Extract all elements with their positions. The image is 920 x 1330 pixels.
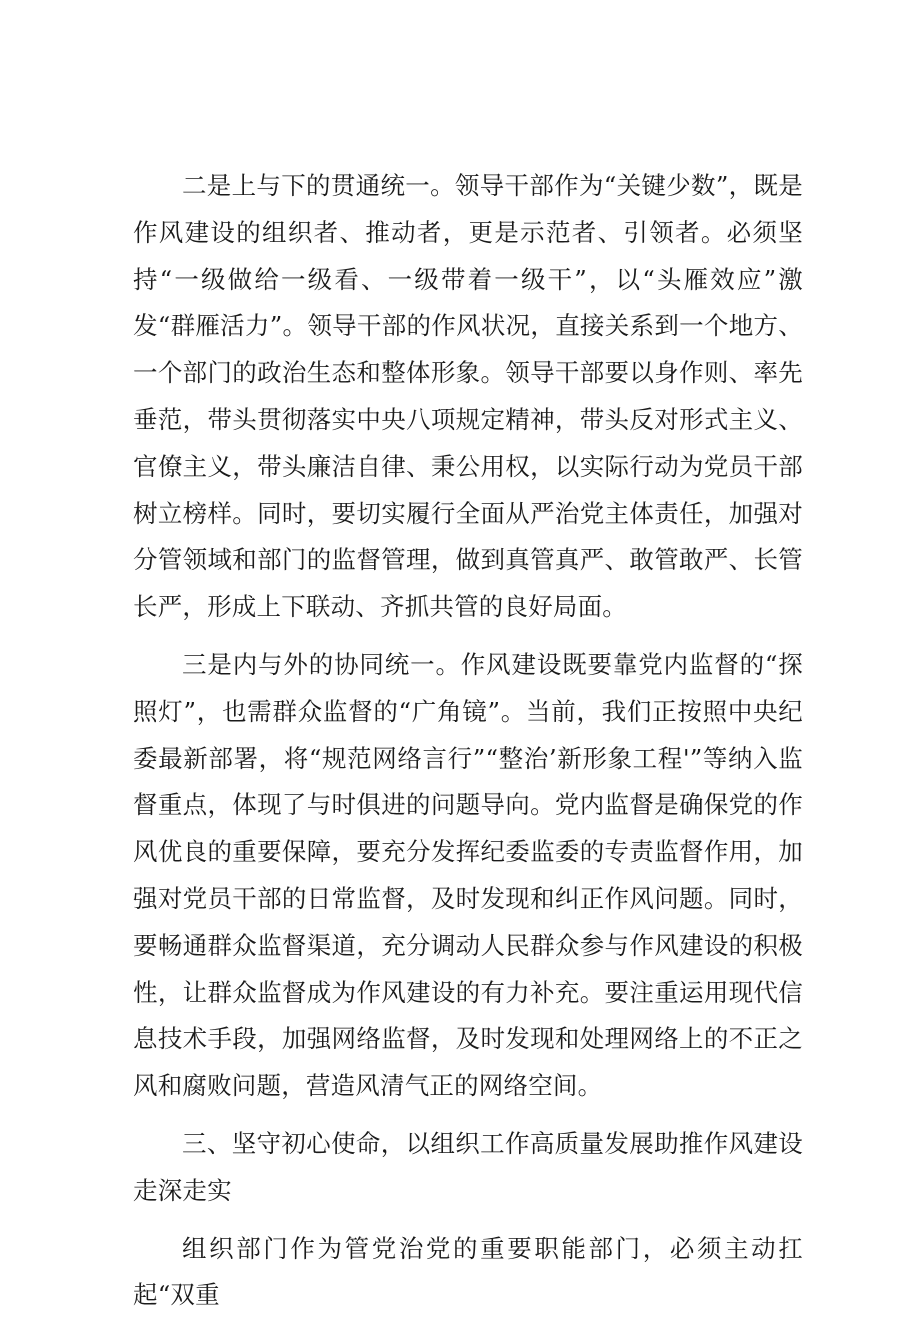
paragraph-internal-external-coordination: 三是内与外的协同统一。作风建设既要靠党内监督的“探照灯”，也需群众监督的“广角镜”。当前，我们正按照中央纪委最新部署，将“规范网络言行”“整治’新形象工程'”等纳入监督重点，体现了与时俱进的问题导向。党内监督是确保党的作风优良的重要保障，要充分发挥纪委监委的专责监督作用，加强对党员干部的日常监督，及时发现和纠正作风问题。同时，要畅通群众监督渠道，充分调动人民群众参与作风建设的积极性，让群众监督成为作风建设的有力补充。要注重运用现代信息技术手段，加强网络监督，及时发现和处理网络上的不正之风和腐败问题，营造风清气正的网络空间。 (133, 649, 803, 1101)
paragraph-upper-lower-unity: 二是上与下的贯通统一。领导干部作为“关键少数”，既是作风建设的组织者、推动者，更是示范者、引领者。必须坚持“一级做给一级看、一级带着一级干”，以“头雁效应”激发“群雁活力”。领导干部的作风状况，直接关系到一个地方、一个部门的政治生态和整体形象。领导干部要以身作则、率先垂范，带头贯彻落实中央八项规定精神，带头反对形式主义、官僚主义，带头廉洁自律、秉公用权，以实际行动为党员干部树立榜样。同时，要切实履行全面从严治党主体责任，加强对分管领域和部门的监督管理，做到真管真严、敢管敢严、长管长严，形成上下联动、齐抓共管的良好局面。 (133, 171, 803, 622)
paragraph-organization-department: 组织部门作为管党治党的重要职能部门，必须主动扛起“双重 (133, 1233, 803, 1310)
document-body (133, 163, 803, 1330)
section-heading-three: 三、坚守初心使命，以组织工作高质量发展助推作风建设走深走实 (133, 1128, 803, 1205)
